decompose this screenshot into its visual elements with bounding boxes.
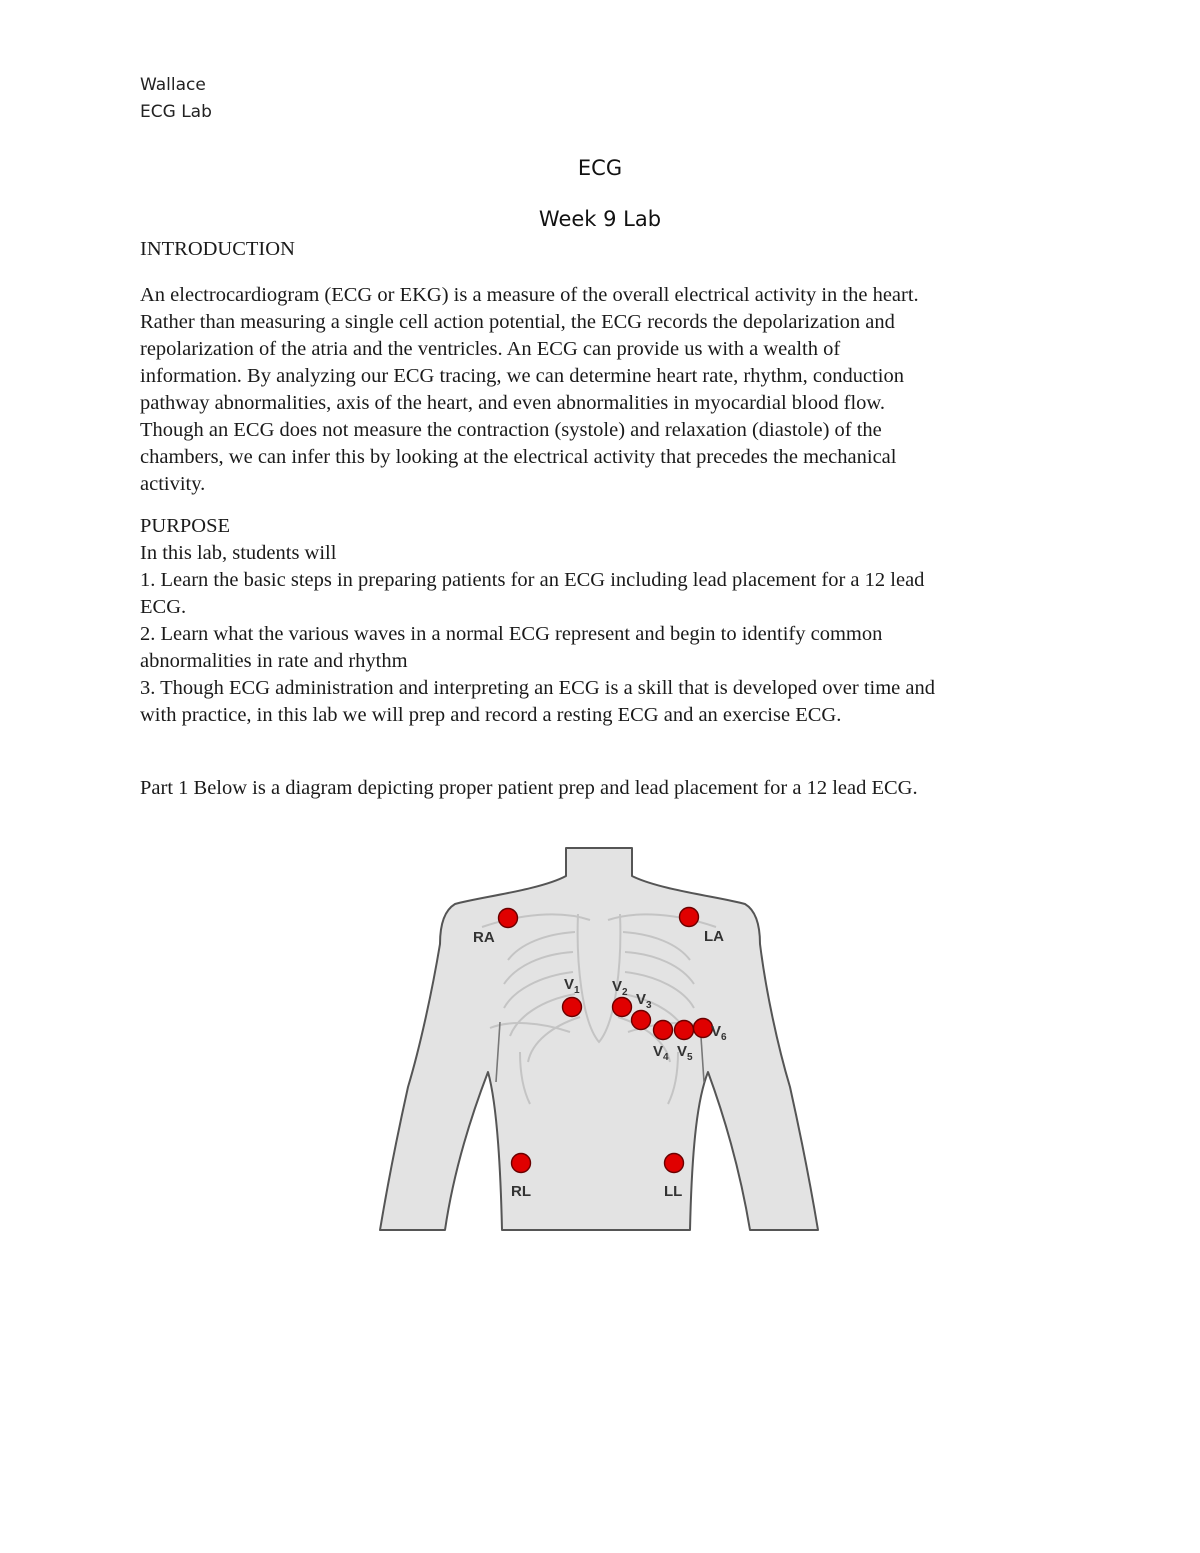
label-ll: LL [664,1183,683,1200]
list-item-line: abnormalities in rate and rhythm [140,650,408,672]
paragraph-line: activity. [140,473,206,495]
electrode-ll [665,1154,684,1173]
ecg-lead-placement-diagram [370,842,830,1237]
electrode-v4 [654,1021,673,1040]
section-heading-introduction: INTRODUCTION [140,238,295,260]
electrode-v3 [632,1011,651,1030]
electrode-v2 [613,998,632,1017]
list-item-line: 1. Learn the basic steps in preparing patients for an ECG including lead placement for a 12 lead [140,569,925,591]
header-course: ECG Lab [140,102,212,122]
paragraph-line: repolarization of the atria and the ventricles. An ECG can provide us with a wealth of [140,338,841,360]
list-item-line: with practice, in this lab we will prep and record a resting ECG and an exercise ECG. [140,704,842,726]
paragraph-line: pathway abnormalities, axis of the heart, and even abnormalities in myocardial blood flow. [140,392,885,414]
header-author: Wallace [140,75,206,95]
page-subtitle: Week 9 Lab [538,207,662,231]
label-la: LA [704,928,724,945]
paragraph-line: information. By analyzing our ECG tracing, we can determine heart rate, rhythm, conduction [140,365,904,387]
list-item-line: 3. Though ECG administration and interpreting an ECG is a skill that is developed over time and [140,677,935,699]
list-item-line: ECG. [140,596,187,618]
electrode-ra [499,909,518,928]
label-v2: $V_2$ [612,978,628,998]
paragraph-line: Though an ECG does not measure the contraction (systole) and relaxation (diastole) of the [140,419,882,441]
purpose-intro: In this lab, students will [140,542,337,564]
torso-outline [380,848,818,1230]
paragraph-line: chambers, we can infer this by looking at the electrical activity that precedes the mechanical [140,446,897,468]
label-v6: $V_6$ [711,1023,727,1043]
electrode-rl [512,1154,531,1173]
label-v5: $V_5$ [677,1043,693,1063]
page-title: ECG [577,156,623,180]
electrode-la [680,908,699,927]
list-item-line: 2. Learn what the various waves in a normal ECG represent and begin to identify common [140,623,883,645]
label-rl: RL [511,1183,531,1200]
paragraph-line: Rather than measuring a single cell action potential, the ECG records the depolarization and [140,311,895,333]
electrode-v6 [694,1019,713,1038]
label-v4: $V_4$ [653,1043,669,1063]
electrode-v1 [563,998,582,1017]
part1-caption: Part 1 Below is a diagram depicting proper patient prep and lead placement for a 12 lead ECG. [140,777,918,799]
label-ra: RA [473,929,495,946]
paragraph-line: An electrocardiogram (ECG or EKG) is a measure of the overall electrical activity in the heart. [140,284,919,306]
label-v3: $V_3$ [636,991,652,1011]
electrode-v5 [675,1021,694,1040]
section-heading-purpose: PURPOSE [140,515,231,537]
label-v1: $V_1$ [564,976,580,996]
